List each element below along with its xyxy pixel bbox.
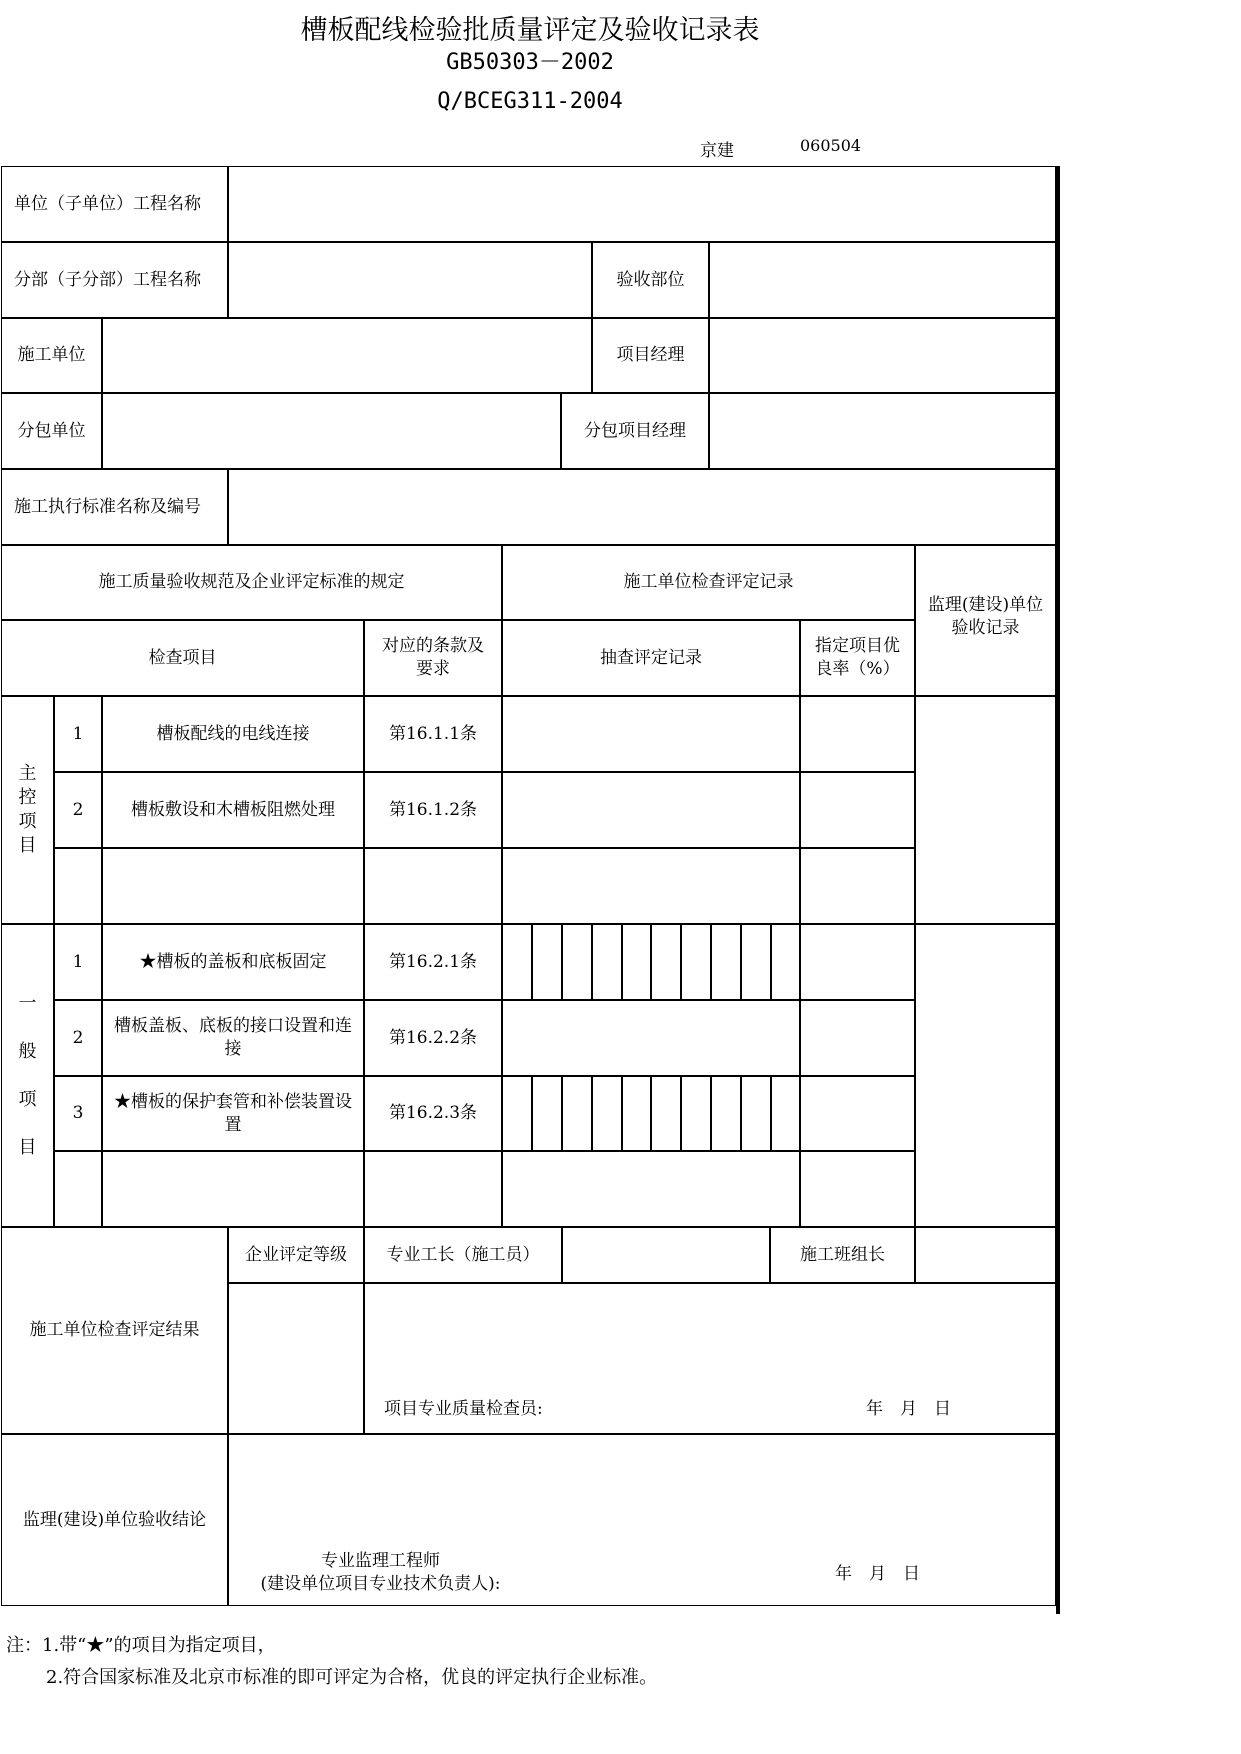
excellent-rate-header: 指定项目优良率（%）	[800, 620, 915, 696]
sample-box[interactable]	[622, 924, 651, 1000]
main-row-2-no: 2	[54, 772, 102, 848]
main-row-3-rate[interactable]	[800, 848, 915, 924]
form-title: 槽板配线检验批质量评定及验收记录表	[300, 15, 760, 46]
standard-name-field[interactable]	[228, 469, 1056, 545]
sample-box[interactable]	[651, 924, 681, 1000]
general-supervision-cell[interactable]	[915, 924, 1056, 1227]
main-supervision-cell[interactable]	[915, 696, 1056, 924]
main-row-1-record[interactable]	[502, 696, 800, 772]
sample-box[interactable]	[651, 1076, 681, 1151]
footnotes	[6, 1630, 657, 1694]
form-code-value: 060504	[800, 136, 862, 155]
sample-box[interactable]	[502, 924, 532, 1000]
team-leader-field[interactable]	[915, 1227, 1056, 1283]
sample-box[interactable]	[771, 924, 800, 1000]
general-row-3-item: ★槽板的保护套管和补偿装置设置	[102, 1076, 364, 1151]
subcontract-pm-field[interactable]	[709, 393, 1056, 469]
unit-project-name-field[interactable]	[228, 166, 1056, 242]
main-row-3-clause[interactable]	[364, 848, 502, 924]
sample-box[interactable]	[741, 1076, 771, 1151]
note-1: 注：1.带“★”的项目为指定项目，	[6, 1635, 276, 1656]
construction-unit-field[interactable]	[102, 318, 592, 393]
general-row-3-clause: 第16.2.3条	[364, 1076, 502, 1151]
general-row-4-item[interactable]	[102, 1151, 364, 1227]
standard-gb: GB50303－2002	[446, 50, 614, 75]
construction-unit-label: 施工单位	[1, 318, 102, 393]
general-row-3-no: 3	[54, 1076, 102, 1151]
general-row-2-item: 槽板盖板、底板的接口设置和连接	[102, 1000, 364, 1076]
acceptance-part-field[interactable]	[709, 242, 1056, 318]
general-row-1-rate[interactable]	[800, 924, 915, 1000]
check-record-header: 施工单位检查评定记录	[502, 545, 915, 620]
general-row-4-clause[interactable]	[364, 1151, 502, 1227]
general-label: 一般项目	[1, 924, 54, 1227]
clause-header: 对应的条款及要求	[364, 620, 502, 696]
acceptance-part-label: 验收部位	[592, 242, 709, 318]
sample-box[interactable]	[502, 1076, 532, 1151]
main-row-2-rate[interactable]	[800, 772, 915, 848]
unit-project-name-label: 单位（子单位）工程名称	[1, 166, 228, 242]
subcontract-unit-label: 分包单位	[1, 393, 102, 469]
sample-box[interactable]	[532, 924, 562, 1000]
main-row-1-rate[interactable]	[800, 696, 915, 772]
general-row-2-record[interactable]	[502, 1000, 800, 1076]
sample-box[interactable]	[562, 924, 592, 1000]
form-code-label: 京建	[700, 141, 734, 161]
main-row-2-clause: 第16.1.2条	[364, 772, 502, 848]
supervision-label: 监理(建设)单位验收结论	[1, 1434, 228, 1606]
sample-box[interactable]	[681, 924, 711, 1000]
main-control-label: 主控项目	[1, 696, 54, 924]
engineer-title: 专业监理工程师 (建设单位项目专业技术负责人):	[260, 1551, 501, 1594]
inspection-table	[1, 166, 1056, 1614]
main-row-1-no: 1	[54, 696, 102, 772]
sample-box[interactable]	[592, 924, 622, 1000]
standard-q: Q/BCEG311-2004	[437, 89, 623, 114]
general-row-2-no: 2	[54, 1000, 102, 1076]
general-row-3-rate[interactable]	[800, 1076, 915, 1151]
inspector-label: 项目专业质量检查员:	[384, 1399, 543, 1419]
general-row-1-item: ★槽板的盖板和底板固定	[102, 924, 364, 1000]
result-date: 年 月 日	[866, 1399, 951, 1419]
sample-box[interactable]	[771, 1076, 800, 1151]
spec-header: 施工质量验收规范及企业评定标准的规定	[1, 545, 502, 620]
general-row-4-record[interactable]	[502, 1151, 800, 1227]
check-item-header: 检查项目	[1, 620, 364, 696]
subcontract-unit-field[interactable]	[102, 393, 561, 469]
sample-box[interactable]	[622, 1076, 651, 1151]
sample-box[interactable]	[681, 1076, 711, 1151]
sample-box[interactable]	[741, 924, 771, 1000]
main-row-2-record[interactable]	[502, 772, 800, 848]
standard-name-label: 施工执行标准名称及编号	[1, 469, 228, 545]
project-manager-field[interactable]	[709, 318, 1056, 393]
enterprise-grade-label: 企业评定等级	[228, 1227, 364, 1283]
main-row-1-item: 槽板配线的电线连接	[102, 696, 364, 772]
main-row-3-item[interactable]	[102, 848, 364, 924]
general-row-1-clause: 第16.2.1条	[364, 924, 502, 1000]
sample-box[interactable]	[711, 1076, 741, 1151]
sample-box[interactable]	[711, 924, 741, 1000]
main-row-1-clause: 第16.1.1条	[364, 696, 502, 772]
sample-record-header: 抽查评定记录	[502, 620, 800, 696]
general-row-1-no: 1	[54, 924, 102, 1000]
project-manager-label: 项目经理	[592, 318, 709, 393]
team-leader-label: 施工班组长	[770, 1227, 915, 1283]
main-row-3-no	[54, 848, 102, 924]
foreman-label: 专业工长（施工员）	[364, 1227, 562, 1283]
supervision-date: 年 月 日	[835, 1564, 920, 1584]
sample-box[interactable]	[592, 1076, 622, 1151]
general-row-2-clause: 第16.2.2条	[364, 1000, 502, 1076]
supervision-record-header: 监理(建设)单位验收记录	[915, 545, 1056, 696]
enterprise-grade-field[interactable]	[228, 1283, 364, 1434]
main-row-3-record[interactable]	[502, 848, 800, 924]
sub-project-name-label: 分部（子分部）工程名称	[1, 242, 228, 318]
subcontract-pm-label: 分包项目经理	[561, 393, 709, 469]
result-label: 施工单位检查评定结果	[1, 1227, 228, 1434]
note-2: 2.符合国家标准及北京市标准的即可评定为合格，优良的评定执行企业标准。	[46, 1667, 658, 1688]
main-row-2-item: 槽板敷设和木槽板阻燃处理	[102, 772, 364, 848]
general-row-2-rate[interactable]	[800, 1000, 915, 1076]
general-row-4-no	[54, 1151, 102, 1227]
general-row-4-rate[interactable]	[800, 1151, 915, 1227]
sample-box[interactable]	[532, 1076, 562, 1151]
sub-project-name-field[interactable]	[228, 242, 592, 318]
foreman-field[interactable]	[562, 1227, 770, 1283]
sample-box[interactable]	[562, 1076, 592, 1151]
